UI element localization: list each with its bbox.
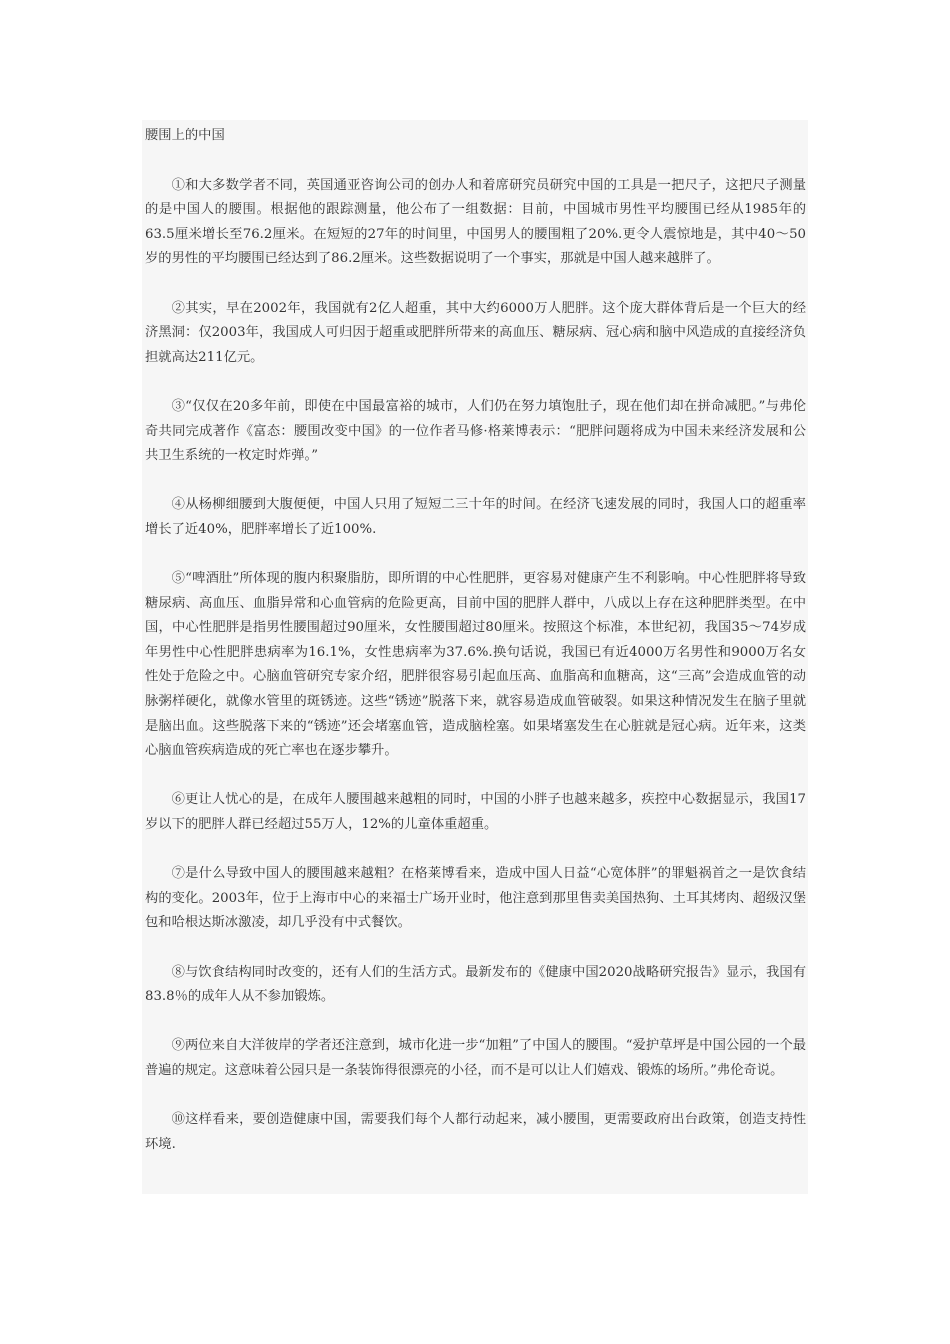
paragraph-10: ⑩这样看来，要创造健康中国，需要我们每个人都行动起来，减小腰围，更需要政府出台政策，创造支持性环境.: [145, 1112, 806, 1152]
paragraph-2: ②其实，早在2002年，我国就有2亿人超重，其中大约6000万人肥胖。这个庞大群体背后是一个巨大的经济黑洞：仅2003年，我国成人可归因于超重或肥胖所带来的高血压、糖尿病、冠心病和脑中风造成的直接经济负担就高达211亿元。: [145, 300, 806, 365]
paragraph-6: ⑥更让人忧心的是，在成年人腰围越来越粗的同时，中国的小胖子也越来越多，疾控中心数据显示，我国17岁以下的肥胖人群已经超过55万人，12%的儿童体重超重。: [145, 792, 806, 833]
paragraph-8: ⑧与饮食结构同时改变的，还有人们的生活方式。最新发布的《健康中国2020战略研究报告》显示，我国有83.8％的成年人从不参加锻炼。: [145, 964, 806, 1005]
article-title: 腰围上的中国: [145, 128, 225, 143]
paragraph-4: ④从杨柳细腰到大腹便便，中国人只用了短短二三十年的时间。在经济飞速发展的同时，我国人口的超重率增长了近40%，肥胖率增长了近100%.: [145, 497, 806, 537]
paragraph-7: ⑦是什么导致中国人的腰围越来越粗？在格莱博看来，造成中国人日益“心宽体胖”的罪魁祸首之一是饮食结构的变化。2003年，位于上海市中心的来福士广场开业时，他注意到那里售卖美国热狗、土耳其烤肉、超级汉堡包和哈根达斯冰激凌，却几乎没有中式餐饮。: [145, 866, 806, 931]
paragraph-9: ⑨两位来自大洋彼岸的学者还注意到，城市化进一步“加粗”了中国人的腰围。“爱护草坪是中国公园的一个最普遍的规定。这意味着公园只是一条装饰得很漂亮的小径，而不是可以让人们嬉戏、锻炼的场所。”弗伦奇说。: [145, 1038, 806, 1078]
paragraph-3: ③“仅仅在20多年前，即使在中国最富裕的城市，人们仍在努力填饱肚子，现在他们却在拼命减肥。”与弗伦奇共同完成著作《富态：腰围改变中国》的一位作者马修·格莱博表示：“肥胖问题将成为中国未来经济发展和公共卫生系统的一枚定时炸弹。”: [145, 398, 806, 464]
paragraph-1: ①和大多数学者不同，英国通亚咨询公司的创办人和着席研究员研究中国的工具是一把尺子，这把尺子测量的是中国人的腰围。根据他的跟踪测量，他公布了一组数据：目前，中国城市男性平均腰围已经从1985年的63.5厘米增长至76.2厘米。在短短的27年的时间里，中国男人的腰围粗了20%.更令人震惊地是，其中40～50岁的男性的平均腰围已经达到了86.2厘米。这些数据说明了一个事实，那就是中国人越来越胖了。: [145, 177, 806, 267]
article-container: [142, 120, 808, 1194]
paragraph-5: ⑤“啤酒肚”所体现的腹内积聚脂肪，即所谓的中心性肥胖，更容易对健康产生不利影响。中心性肥胖将导致糖尿病、高血压、血脂异常和心血管病的危险更高，目前中国的肥胖人群中，八成以上存在这种肥胖类型。在中国，中心性肥胖是指男性腰围超过90厘米，女性腰围超过80厘米。按照这个标准，本世纪初，我国35～74岁成年男性中心性肥胖患病率为16.1%，女性患病率为37.6%.换句话说，我国已有近4000万名男性和9000万名女性处于危险之中。心脑血管研究专家介绍，肥胖很容易引起血压高、血脂高和血糖高，这“三高”会造成血管的动脉粥样硬化，就像水管里的斑锈迹。这些“锈迹”脱落下来，就容易造成血管破裂。如果这种情况发生在脑子里就是脑出血。这些脱落下来的“锈迹”还会堵塞血管，造成脑栓塞。如果堵塞发生在心脏就是冠心病。近年来，这类心脑血管疾病造成的死亡率也在逐步攀升。: [145, 571, 806, 759]
